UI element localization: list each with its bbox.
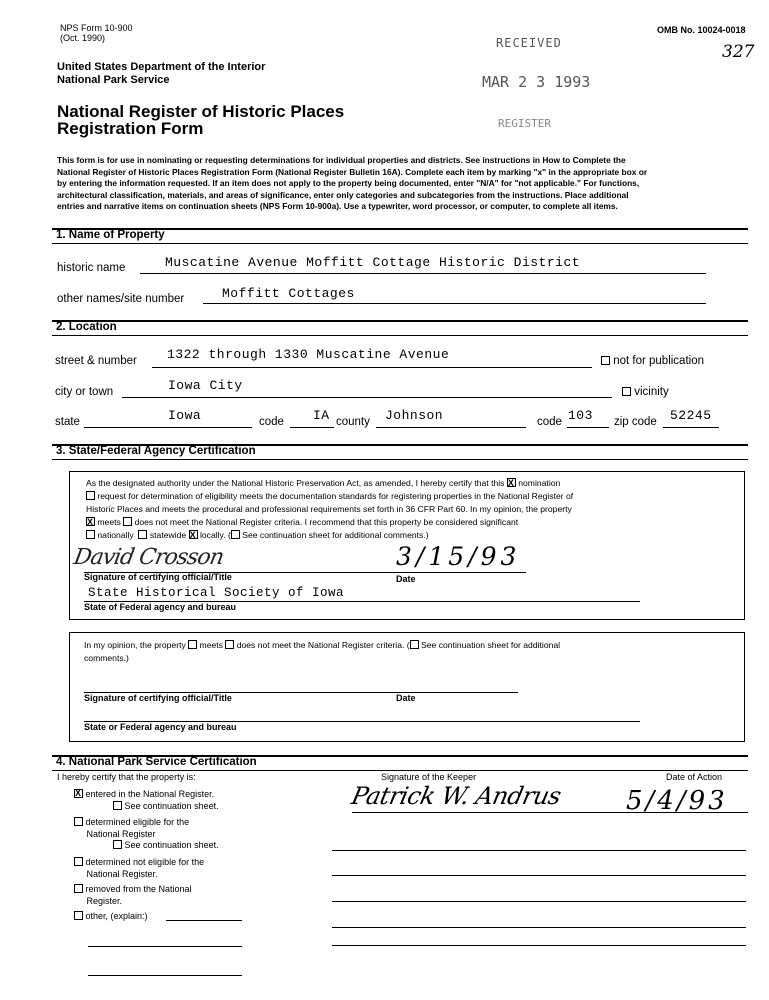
other-names-field[interactable]: Moffitt Cottages [222, 286, 355, 301]
vicinity-checkbox[interactable] [622, 387, 631, 396]
entered-continuation-checkbox[interactable] [113, 801, 122, 810]
form-title: National Register of Historic Places [57, 102, 345, 121]
agency-label: State of Federal agency and bureau [84, 602, 237, 612]
determined-not-eligible-checkbox[interactable] [74, 857, 83, 866]
action-date: 5/4/93 [626, 786, 728, 816]
nationally-checkbox[interactable] [86, 530, 95, 539]
agency-field[interactable]: State Historical Society of Iowa [88, 586, 345, 600]
section-name-of-property: 1. Name of Property [52, 228, 748, 244]
other-option[interactable]: other, (explain:) [74, 911, 148, 922]
does-not-meet-checkbox[interactable] [123, 517, 132, 526]
service-name: National Park Service [57, 74, 170, 86]
form-date: (Oct. 1990) [60, 33, 106, 43]
received-stamp: RECEIVED [496, 36, 562, 50]
locally-checkbox[interactable] [189, 530, 198, 539]
nomination-checkbox[interactable] [507, 478, 516, 487]
opinion-does-not-meet-checkbox[interactable] [225, 640, 234, 649]
county-code-label: code [537, 416, 562, 428]
date-of-action-label: Date of Action [666, 772, 723, 782]
city-label: city or town [55, 386, 114, 398]
code-label: code [259, 416, 284, 428]
statewide-checkbox[interactable] [138, 530, 147, 539]
signature-label: Signature of certifying official/Title [84, 572, 232, 582]
removed-option[interactable]: removed from the National Register. [74, 883, 192, 907]
vicinity[interactable]: vicinity [622, 386, 669, 398]
see-continuation-checkbox[interactable] [231, 530, 240, 539]
county-field[interactable]: Johnson [385, 408, 444, 423]
state-field[interactable]: Iowa [168, 408, 202, 423]
certification-text: As the designated authority under the National Historic Preservation Act, as amended, I hereby certify that this X nomination request for determination of eligibility meets the documentation standards for registering properties in the National Register of Historic Places and meets the procedural and professional requirements set forth in 36 CFR Part 60. In my opinion, the property X meets does not meet the National Register criteria. I recommend that this property be considered significant nationally statewide X locally. ( See continuation sheet for additional comments.) [86, 477, 736, 542]
eligible-continuation-option[interactable]: See continuation sheet. [113, 840, 219, 851]
determined-eligible-option[interactable]: determined eligible for the National Register [74, 816, 189, 840]
received-date-stamp: MAR 2 3 1993 [482, 73, 591, 91]
department-name: United States Department of the Interior [57, 61, 266, 73]
request-checkbox[interactable] [86, 491, 95, 500]
determined-eligible-checkbox[interactable] [74, 817, 83, 826]
keeper-signature: Patrick W. Andrus [349, 782, 564, 810]
street-field[interactable]: 1322 through 1330 Muscatine Avenue [167, 347, 450, 362]
opinion-meets-checkbox[interactable] [188, 640, 197, 649]
county-code-field[interactable]: 103 [568, 408, 593, 423]
other-names-label: other names/site number [57, 293, 185, 305]
register-stamp: REGISTER [498, 117, 551, 130]
removed-checkbox[interactable] [74, 884, 83, 893]
entered-continuation-option[interactable]: See continuation sheet. [113, 801, 219, 812]
instructions: This form is for use in nominating or requesting determinations for individual properties and districts. See instructions in How to Complete the National Register of Historic Places Registration Form (National Register Bulletin 16A). Complete each item by marking "x" in the appropriate box or by entering the information requested. If an item does not apply to the property being documented, enter "N/A" for "not applicable." For functions, architectural classification, materials, and areas of significance, enter only categories and subcategories from the instructions. Place additional entries and narrative items on continuation sheets (NPS Form 10-900a). Use a typewriter, word processor, or computer, to complete all items. [57, 155, 648, 211]
street-label: street & number [55, 355, 137, 367]
date-label: Date [396, 574, 416, 584]
not-for-publication[interactable]: not for publication [601, 355, 704, 367]
entered-checkbox[interactable] [74, 789, 83, 798]
agency-label-2: State or Federal agency and bureau [84, 722, 237, 732]
certify-label: I hereby certify that the property is: [57, 772, 196, 782]
omb-number: OMB No. 10024-0018 [657, 25, 746, 35]
section-state-federal-certification: 3. State/Federal Agency Certification [52, 444, 748, 460]
date-label-2: Date [396, 693, 416, 703]
historic-name-field[interactable]: Muscatine Avenue Moffitt Cottage Historic District [165, 255, 581, 270]
state-code-field[interactable]: IA [313, 408, 330, 423]
not-for-publication-checkbox[interactable] [601, 356, 610, 365]
determined-not-eligible-option[interactable]: determined not eligible for the National Register. [74, 856, 204, 880]
county-label: county [336, 416, 370, 428]
zip-label: zip code [614, 416, 657, 428]
state-label: state [55, 416, 80, 428]
section-nps-certification: 4. National Park Service Certification [52, 755, 748, 771]
historic-name-label: historic name [57, 262, 126, 274]
city-field[interactable]: Iowa City [168, 378, 243, 393]
certifying-date: 3/15/93 [396, 542, 521, 571]
keeper-label: Signature of the Keeper [381, 772, 477, 782]
opinion-continuation-checkbox[interactable] [410, 640, 419, 649]
form-subtitle: Registration Form [57, 119, 204, 138]
zip-field[interactable]: 52245 [670, 408, 712, 423]
section-location: 2. Location [52, 320, 748, 336]
certifying-signature: David Crosson [71, 545, 226, 570]
signature-label-2: Signature of certifying official/Title [84, 693, 232, 703]
entered-option[interactable]: X entered in the National Register. [74, 789, 214, 800]
handwritten-number: 327 [722, 42, 755, 62]
eligible-continuation-checkbox[interactable] [113, 840, 122, 849]
opinion-text: In my opinion, the property meets does not meet the National Register criteria. ( See continuation sheet for additional comments.) [84, 640, 561, 663]
other-checkbox[interactable] [74, 911, 83, 920]
meets-checkbox[interactable] [86, 517, 95, 526]
form-number: NPS Form 10-900 [60, 23, 133, 33]
